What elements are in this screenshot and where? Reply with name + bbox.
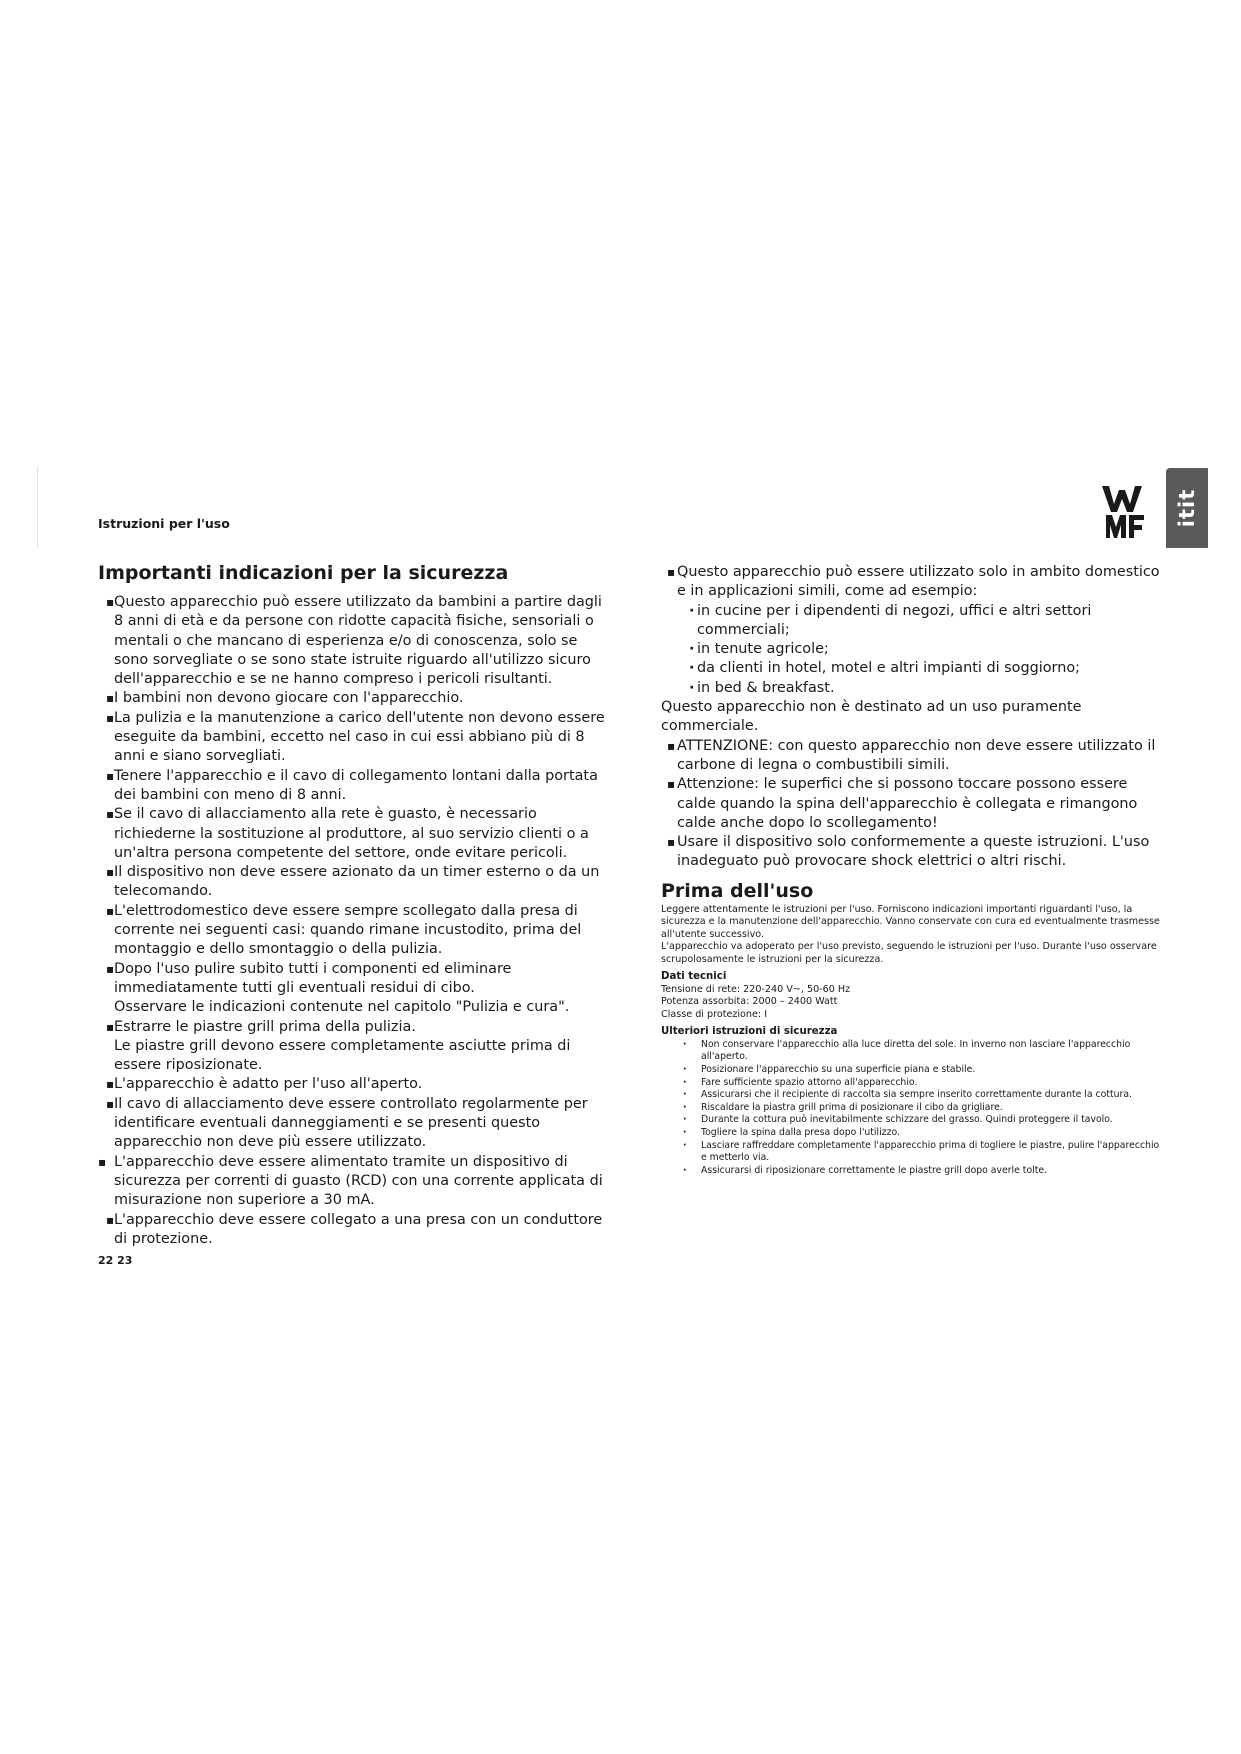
cleaning-note: Osservare le indicazioni contenute nel capitolo "Pulizia e cura". xyxy=(114,999,570,1016)
more-safety-item: · Posizionare l'apparecchio su una superficie piana e stabile. xyxy=(661,1064,1161,1077)
warning-item: ▪ Usare il dispositivo solo conformemente a queste istruzioni. L'uso inadeguato può provocare shock elettrici o altri rischi. xyxy=(661,833,1161,872)
safety-item: ▪ L'apparecchio è adatto per l'uso all'aperto. xyxy=(98,1075,608,1094)
safety-item: ▪ Se il cavo di allacciamento alla rete è guasto, è necessario richiederne la sostituzione al produttore, al suo servizio clienti o a un'altra persona competente del settore, onde evitare pericoli. xyxy=(98,805,608,863)
running-title: Istruzioni per l'uso xyxy=(98,516,230,531)
language-tab-label: itit xyxy=(1175,488,1199,528)
use-sub-item: · da clienti in hotel, motel e altri impianti di soggiorno; xyxy=(661,659,1161,678)
more-safety-heading: Ulteriori istruzioni di sicurezza xyxy=(661,1026,838,1038)
language-tab[interactable] xyxy=(1166,468,1208,548)
tech-data-line: Tensione di rete: 220-240 V~, 50-60 Hz xyxy=(661,983,851,995)
before-use-heading: Prima dell'uso xyxy=(661,879,814,902)
more-safety-item: · Fare sufficiente spazio attorno all'apparecchio. xyxy=(661,1077,1161,1090)
safety-item: ▪ Tenere l'apparecchio e il cavo di collegamento lontani dalla portata dei bambini con meno di 8 anni. xyxy=(98,767,608,806)
page-numbers: 22 23 xyxy=(98,1254,133,1267)
safety-item: ▪ La pulizia e la manutenzione a carico dell'utente non devono essere eseguite da bambini, eccetto nel caso in cui essi abbiano più di 8 anni e siano sorvegliati. xyxy=(98,709,608,767)
right-column xyxy=(661,563,1161,1177)
safety-item: ▪ I bambini non devono giocare con l'apparecchio. xyxy=(98,689,608,708)
safety-item: ▪ Il cavo di allacciamento deve essere controllato regolarmente per identificare eventuali danneggiamenti e se presenti questo apparecchio non deve più essere utilizzato. xyxy=(98,1095,608,1153)
intro-paragraph: Leggere attentamente le istruzioni per l'uso. Forniscono indicazioni importanti riguardanti l'uso, la sicurezza e la manutenzione dell'apparecchio. Vanno conservate con cura ed eventualmente trasmesse all'utente successivo. xyxy=(661,903,1160,940)
domestic-use-item: ▪ Questo apparecchio può essere utilizzato solo in ambito domestico e in applicazioni simili, come ad esempio: xyxy=(661,563,1161,602)
safety-heading: Importanti indicazioni per la sicurezza xyxy=(98,562,509,584)
more-safety-item: · Togliere la spina dalla presa dopo l'utilizzo. xyxy=(661,1127,1161,1140)
safety-item: ▪ Dopo l'uso pulire subito tutti i componenti ed eliminare immediatamente tutti gli eventuali residui di cibo. xyxy=(98,960,608,999)
tech-data-heading: Dati tecnici xyxy=(661,971,727,983)
use-sub-item: · in tenute agricole; xyxy=(661,640,1161,659)
use-sub-item: · in cucine per i dipendenti di negozi, uffici e altri settori commerciali; xyxy=(661,602,1161,641)
tech-data-line: Classe di protezione: I xyxy=(661,1008,768,1020)
safety-item: ▪ Il dispositivo non deve essere azionato da un timer esterno o da un telecomando. xyxy=(98,863,608,902)
more-safety-item: · Assicurarsi di riposizionare correttamente le piastre grill dopo averle tolte. xyxy=(661,1165,1161,1178)
wmf-logo-icon xyxy=(1100,484,1150,540)
more-safety-item: · Lasciare raffreddare completamente l'apparecchio prima di togliere le piastre, pulire l'apparecchio e metterlo via. xyxy=(661,1140,1161,1165)
safety-item: ▪ L'apparecchio deve essere collegato a una presa con un conduttore di protezione. xyxy=(98,1211,608,1250)
tech-data-line: Potenza assorbita: 2000 – 2400 Watt xyxy=(661,996,838,1008)
intro-paragraph: L'apparecchio va adoperato per l'uso previsto, seguendo le istruzioni per l'uso. Durante l'uso osservare scrupolosamente le istruzioni per la sicurezza. xyxy=(661,941,1157,965)
more-safety-item: · Assicurarsi che il recipiente di raccolta sia sempre inserito correttamente durante la cottura. xyxy=(661,1089,1161,1102)
warning-item: ▪ Attenzione: le superfici che si possono toccare possono essere calde quando la spina dell'apparecchio è collegata e rimangono calde anche dopo lo scollegamento! xyxy=(661,775,1161,833)
safety-item: ▪ Questo apparecchio può essere utilizzato da bambini a partire dagli 8 anni di età e da persone con ridotte capacità fisiche, sensoriali o mentali o che mancano di esperienza e/o di conoscenza, solo se sono sorvegliate o se sono state istruite riguardo all'utilizzo sicuro dell'apparecchio e se ne hanno compreso i pericoli risultanti. xyxy=(98,593,608,689)
not-commercial-note: Questo apparecchio non è destinato ad un uso puramente commerciale. xyxy=(661,699,1082,735)
safety-item: ▪ Estrarre le piastre grill prima della pulizia. xyxy=(98,1018,608,1037)
safety-item: ▪ L'apparecchio deve essere alimentato tramite un dispositivo di sicurezza per correnti di guasto (RCD) con una corrente applicata di misurazione non superiore a 30 mA. xyxy=(98,1153,608,1211)
dry-note: Le piastre grill devono essere completamente asciutte prima di essere riposizionate. xyxy=(114,1037,571,1074)
safety-item: ▪ L'elettrodomestico deve essere sempre scollegato dalla presa di corrente nei seguenti casi: quando rimane incustodito, prima del montaggio e dello smontaggio o della pulizia. xyxy=(98,902,608,960)
more-safety-item: · Riscaldare la piastra grill prima di posizionare il cibo da grigliare. xyxy=(661,1102,1161,1115)
left-column xyxy=(98,562,608,1249)
more-safety-item: · Non conservare l'apparecchio alla luce diretta del sole. In inverno non lasciare l'apparecchio all'aperto. xyxy=(661,1039,1161,1064)
warning-item: ▪ ATTENZIONE: con questo apparecchio non deve essere utilizzato il carbone di legna o combustibili simili. xyxy=(661,737,1161,776)
more-safety-item: · Durante la cottura può inevitabilmente schizzare del grasso. Quindi proteggere il tavolo. xyxy=(661,1114,1161,1127)
margin-line xyxy=(37,466,38,548)
use-sub-item: · in bed & breakfast. xyxy=(661,679,1161,698)
